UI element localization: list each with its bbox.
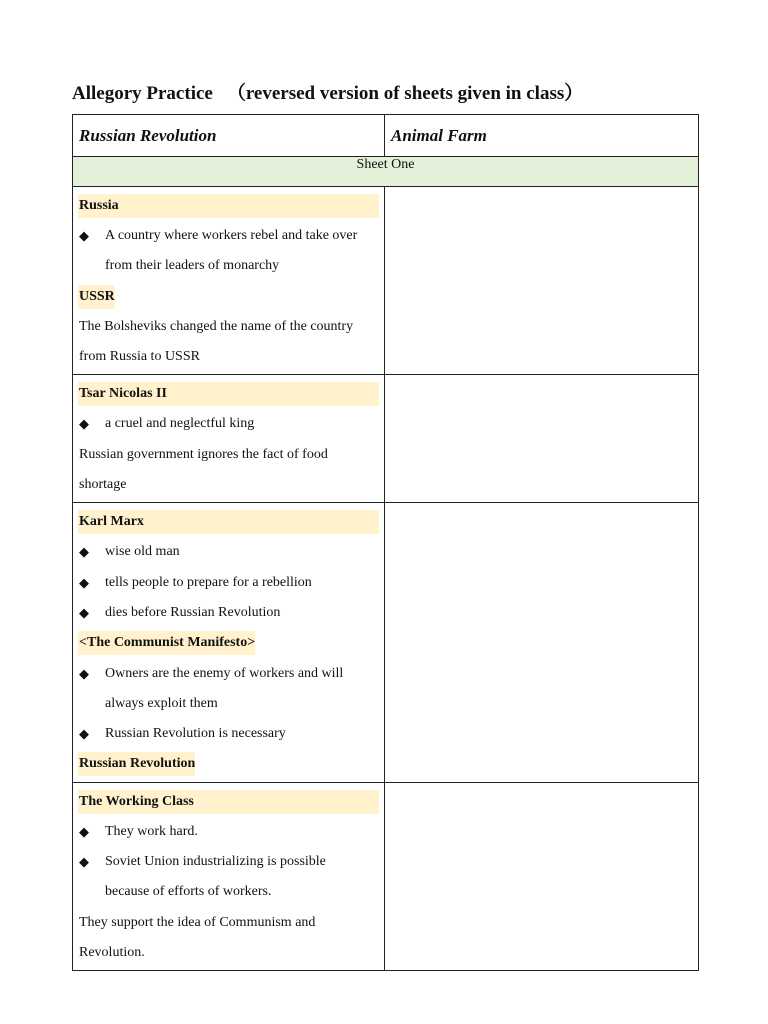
bullet-text: wise old man xyxy=(105,544,180,560)
diamond-bullet-icon: ◆ xyxy=(79,416,89,432)
table-row xyxy=(73,503,699,782)
animal-farm-answer-cell[interactable] xyxy=(385,782,699,970)
highlighted-heading: <The Communist Manifesto> xyxy=(78,631,255,655)
body-text: Russian government ignores the fact of food xyxy=(79,446,328,462)
bullet-item xyxy=(79,847,380,908)
bullet-text: always exploit them xyxy=(105,695,218,711)
diamond-bullet-icon: ◆ xyxy=(79,604,89,620)
bullet-text: A country where workers rebel and take over xyxy=(105,228,358,243)
bullet-text: a cruel and neglectful king xyxy=(105,416,255,432)
table-row xyxy=(73,187,699,375)
highlighted-heading: Karl Marx xyxy=(78,510,379,534)
bullet-item xyxy=(79,537,380,567)
bullet-item xyxy=(79,598,380,628)
bullet-item xyxy=(79,409,380,439)
russian-revolution-cell xyxy=(73,503,385,782)
title-main: Allegory Practice xyxy=(72,83,213,104)
table-row xyxy=(73,782,699,970)
highlighted-heading: The Working Class xyxy=(78,790,379,814)
bullet-item xyxy=(79,659,380,720)
body-text: shortage xyxy=(79,477,127,493)
russian-revolution-cell xyxy=(73,375,385,503)
diamond-bullet-icon: ◆ xyxy=(79,665,89,681)
table-row xyxy=(73,375,699,503)
bullet-item xyxy=(79,817,380,847)
highlighted-heading: Russia xyxy=(78,194,379,218)
bullet-text: because of efforts of workers. xyxy=(105,884,272,900)
russian-revolution-cell xyxy=(73,187,385,375)
highlighted-heading: USSR xyxy=(78,285,115,309)
body-text: Revolution. xyxy=(79,944,145,960)
bullet-text: dies before Russian Revolution xyxy=(105,604,281,620)
animal-farm-answer-cell[interactable] xyxy=(385,375,699,503)
bullet-text: They work hard. xyxy=(105,823,198,839)
bullet-text: Soviet Union industrializing is possible xyxy=(105,854,326,870)
diamond-bullet-icon: ◆ xyxy=(79,854,89,870)
allegory-table xyxy=(72,114,699,971)
page-title xyxy=(72,78,583,105)
diamond-bullet-icon: ◆ xyxy=(79,574,89,590)
bullet-item xyxy=(79,568,380,598)
bullet-text: from their leaders of monarchy xyxy=(105,258,280,274)
diamond-bullet-icon: ◆ xyxy=(79,228,89,243)
bullet-text: tells people to prepare for a rebellion xyxy=(105,574,312,590)
diamond-bullet-icon: ◆ xyxy=(79,823,89,839)
diamond-bullet-icon: ◆ xyxy=(79,544,89,560)
title-subtitle: （reversed version of sheets given in class） xyxy=(226,83,584,104)
highlighted-heading: Russian Revolution xyxy=(78,752,195,776)
bullet-item xyxy=(79,221,380,282)
animal-farm-answer-cell[interactable] xyxy=(385,187,699,375)
russian-revolution-cell xyxy=(73,782,385,970)
table-header-row xyxy=(73,115,699,157)
bullet-text: Owners are the enemy of workers and will xyxy=(105,665,344,681)
body-text: The Bolsheviks changed the name of the country xyxy=(79,318,354,334)
bullet-text: Russian Revolution is necessary xyxy=(105,726,286,742)
column-header-russian-revolution: Russian Revolution xyxy=(73,115,385,157)
diamond-bullet-icon: ◆ xyxy=(79,726,89,742)
bullet-item xyxy=(79,719,380,749)
body-text: They support the idea of Communism and xyxy=(79,914,316,930)
sheet-label: Sheet One xyxy=(73,157,699,187)
animal-farm-answer-cell[interactable] xyxy=(385,503,699,782)
highlighted-heading: Tsar Nicolas II xyxy=(78,382,379,406)
column-header-animal-farm: Animal Farm xyxy=(385,115,699,157)
sheet-label-row xyxy=(73,157,699,187)
body-text: from Russia to USSR xyxy=(79,349,200,365)
